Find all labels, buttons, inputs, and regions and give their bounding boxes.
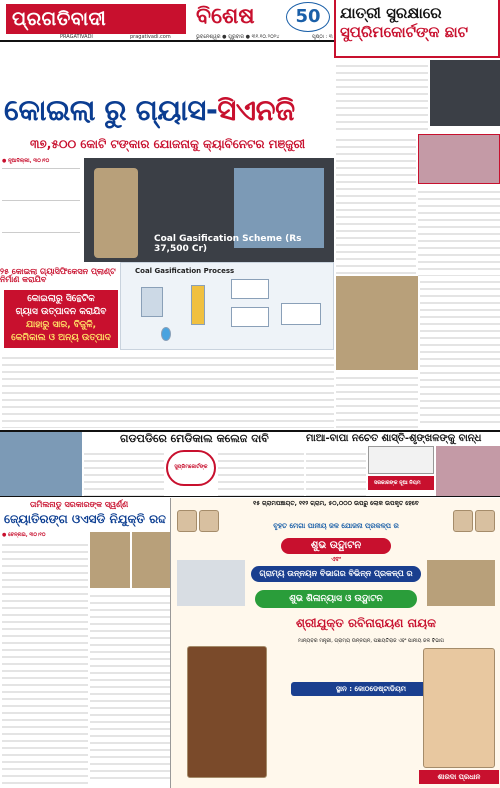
minister-portrait: [94, 168, 138, 258]
diagram-block-feed: [141, 287, 163, 317]
inauguration-advertisement: [170, 498, 500, 788]
newspaper-logo: ପ୍ରଗତିବାଦୀ: [6, 4, 186, 34]
project-site-image: [427, 560, 495, 606]
ad-connector: ଏବଂ: [331, 556, 341, 563]
chief-guest-designation: ମାନ୍ୟବର ମନ୍ତ୍ରୀ, ଗ୍ରାମ୍ୟ ଉନ୍ନୟନ, ପଞ୍ଚାୟତିରାଜ ଏବଂ ପାନୀୟ ଜଳ ବିଭାଗ: [297, 638, 445, 644]
supreme-court-photo: [430, 60, 500, 126]
leader-portrait-4: [475, 510, 495, 532]
plant-callout-text: ୨୫ କୋଇଲା ଗ୍ୟାସିଫିକେସନ ପ୍ଲାଣ୍ଟ ନିର୍ମାଣ କରାଯିବ: [0, 267, 116, 284]
lead-subheadline-bar: [0, 134, 334, 154]
mid-story-column-2: [218, 448, 304, 496]
diagram-block-products: [231, 279, 269, 299]
medical-college-headline: ଗଡପଡିରେ ମେଡିକାଲ କଲେଜ ଦାବି: [120, 432, 269, 445]
lead-headline-banner: [0, 92, 334, 132]
sc-story-column-3: [418, 186, 500, 276]
mid-story-column-3: [306, 448, 366, 496]
lead-headline-dash: -: [205, 93, 218, 127]
lead-body-text: [2, 352, 334, 428]
lead-subheadline: ୩୭,୫୦୦ କୋଟି ଟଙ୍କାର ଯୋଜନାକୁ କ୍ୟାବିନେଟର ମଞ୍ଜୁରୀ: [30, 137, 306, 151]
chief-guest-portrait: [187, 646, 267, 778]
coal-gasification-photo: [84, 158, 334, 262]
chief-guest-name: ଶ୍ରୀଯୁକ୍ତ ରବିନାରାୟଣ ନାୟକ: [296, 616, 436, 630]
sc-highlight-box: [418, 134, 500, 184]
diagram-title: Coal Gasification Process: [135, 267, 235, 275]
callout-line-1: କୋଇଲାରୁ ସିନ୍ଥେଟିକ: [27, 294, 95, 304]
headline-part-b: ସୁପ୍ରିମକୋର୍ଟଙ୍କ ଛାଟ: [340, 23, 469, 41]
section-title: ବିଶେଷ: [196, 4, 255, 29]
dept-pill: ଗ୍ରାମ୍ୟ ଉନ୍ନୟନ ବିଭାଗର ବିଭିନ୍ନ ପ୍ରକଳ୍ପ ର: [251, 566, 421, 582]
tamilnadu-story-column-2: [90, 590, 170, 784]
ad-project-line: ବୃହତ ମେଗା ପାନୀୟ ଜଳ ଯୋଜନା ପ୍ରକଳ୍ପ ର: [273, 522, 399, 530]
lead-story-column: [2, 158, 82, 266]
headline-top-right: [336, 0, 498, 42]
parents-headline: ମାଆ-ବାପା ନଚେତ ଶାସ୍ତି-ଶୃଙ୍ଖଳଙ୍କୁ ବାନ୍ଧ: [306, 433, 482, 444]
parents-photo: [436, 446, 500, 496]
callout-line-3: ଯାହାରୁ ସାର, ବିଜୁଳି,: [25, 320, 97, 330]
venue-label: ସ୍ଥାନ : କୋଠଡେଷ୍ଟାଡିୟମ: [291, 682, 451, 696]
page-number: ପୃଷ୍ଠା : ୩: [312, 34, 333, 40]
document-photo: [368, 446, 434, 474]
lead-byline: ● ନୂଆଦିଲ୍ଲୀ, ୩୦।୧୦: [2, 158, 50, 164]
tamilnadu-story-column-1: [2, 532, 88, 784]
sc-story-column-2: [336, 134, 416, 274]
tamilnadu-byline: ● ଚେନ୍ନାଇ, ୩୦।୧୦: [2, 532, 88, 539]
new-rule-bar: ସରକାରଙ୍କ ନୂଆ ନିୟମ: [368, 476, 434, 490]
person-portrait-1: [90, 532, 130, 588]
supreme-court-headline-box: [334, 0, 500, 58]
lead-headline-part-b: ସିଏନଜି: [217, 93, 295, 127]
bus-passengers-photo: [336, 276, 418, 370]
inauguration-pill-2: ଶୁଭ ଶିଳାନ୍ୟାସ ଓ ଉଦ୍ଘାଟନ: [255, 590, 417, 608]
leader-portrait-3: [453, 510, 473, 532]
divider: [2, 200, 80, 201]
site-url: pragativadi.com: [130, 34, 171, 40]
plant-callout: [0, 268, 118, 284]
syngas-callout-box: [4, 290, 118, 348]
divider: [2, 168, 80, 169]
lead-headline-part-a: କୋଇଲା ରୁ ଗ୍ୟାସ: [4, 93, 206, 127]
coal-gasification-diagram: [120, 262, 334, 350]
callout-line-4: କେମିକାଲ ଓ ଅନ୍ୟ ଉତ୍ପାଦ: [11, 333, 111, 343]
section-divider: [0, 496, 500, 497]
photo-caption: Coal Gasification Scheme (Rs 37,500 Cr): [154, 234, 302, 254]
sc-story-column-5: [336, 372, 418, 428]
ad-top-line: ୧୫ ଗ୍ରାମପଞ୍ଚାୟତ, ୧୧୨ ଗ୍ରାମ, ୫୦,୦୦୦ ଉପରୁ ଲୋକ ଉପକୃତ ହେବେ: [253, 500, 419, 507]
tamilnadu-kicker: ତାମିଲନାଡୁ ସରକାରଙ୍କ ସ୍ୱର୍ଣ୍ଣ: [30, 500, 129, 509]
diagram-block-syngas: [231, 307, 269, 327]
sc-story-column-4: [420, 276, 500, 428]
leader-portrait-2: [199, 510, 219, 532]
mid-story-column-1: [84, 448, 164, 496]
badge-text: ସୁପ୍ରିମକୋର୍ଟଙ୍କ: [174, 464, 208, 470]
leader-portrait-1: [177, 510, 197, 532]
water-tank-image: [177, 560, 245, 606]
host-name: ଶାରଦା ପ୍ରଧାନ: [419, 770, 499, 784]
dateline: ଭୁବନେଶ୍ୱର ● ଗୁରୁବାର ● ୩୧.୧୦.୨୦୨୪: [196, 34, 280, 40]
callout-line-2: ଗ୍ୟାସ ଉତ୍ପାଦନ କରାଯିବ: [15, 307, 107, 317]
minister-photo-mid: [0, 432, 82, 496]
logo-subtitle: PRAGATIVADI: [60, 34, 93, 40]
host-portrait: [423, 648, 495, 768]
water-drop-icon: [161, 327, 171, 341]
diagram-block-use: [281, 303, 321, 325]
sc-story-column-1: [336, 60, 428, 132]
inauguration-pill-1: ଶୁଭ ଉଦ୍ଘାଟନ: [281, 538, 391, 554]
tamilnadu-headline: ଜ୍ୟୋତିରଙ୍ଗ ଓଏସଡି ନିଯୁକ୍ତି ରଦ୍ଦ: [4, 512, 166, 526]
anniversary-50-logo: 50: [286, 2, 330, 32]
supreme-court-badge: [166, 450, 216, 486]
divider: [2, 232, 80, 233]
person-portrait-2: [132, 532, 170, 588]
lead-headline: [0, 92, 334, 128]
headline-part-a: ଯାତ୍ରୀ ସୁରକ୍ଷାରେ: [340, 4, 442, 22]
diagram-block-gasifier: [191, 285, 205, 325]
